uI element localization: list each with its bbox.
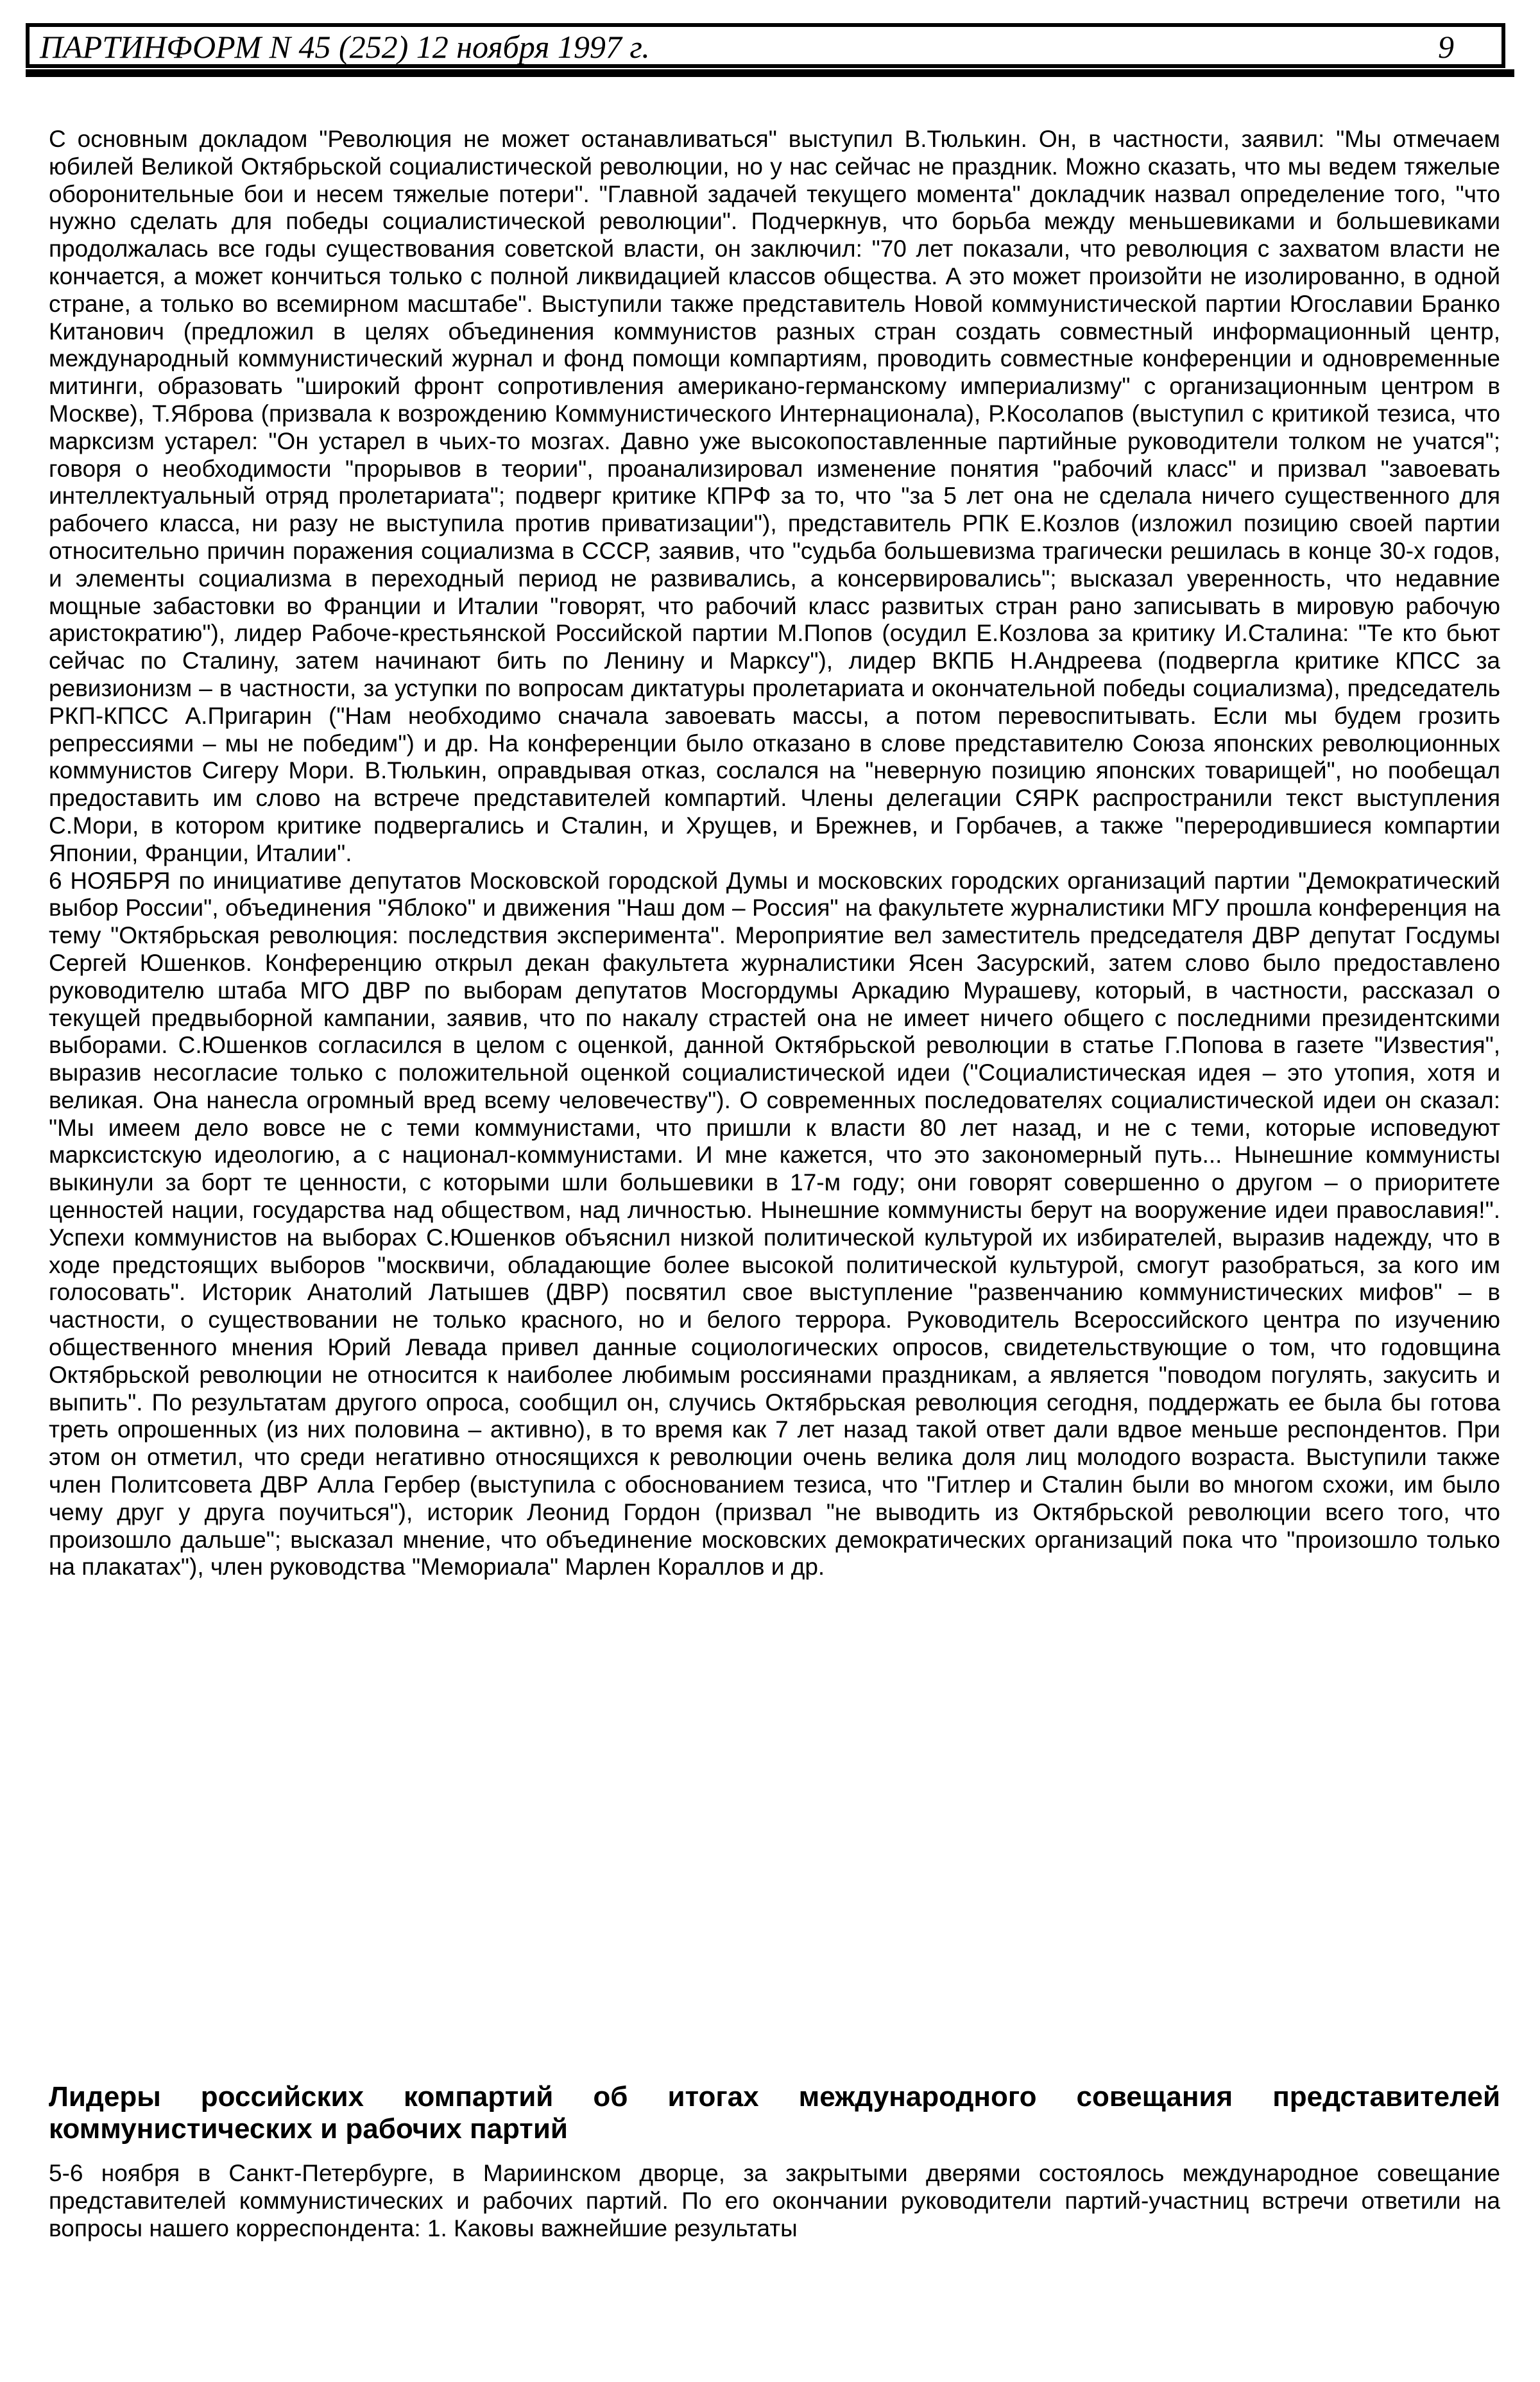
section-heading: Лидеры российских компартий об итогах международного совещания представителей коммунистических и рабочих партий (49, 2081, 1500, 2145)
article-paragraph: 6 НОЯБРЯ по инициативе депутатов Московской городской Думы и московских городских организаций партии "Демократический выбор России", объединения "Яблоко" и движения "Наш дом – Россия" на факультете журналистики МГУ прошла конференция на тему "Октябрьская революция: последствия эксперимента". Мероприятие вел заместитель председателя ДВР депутат Госдумы Сергей Юшенков. Конференцию открыл декан факультета журналистики Ясен Засурский, затем слово было предоставлено руководителю штаба МГО ДВР по выборам депутатов Мосгордумы Аркадию Мурашеву, который, в частности, рассказал о текущей предвыборной кампании, заявив, что по накалу страстей она не имеет ничего общего с последними президентскими выборами. С.Юшенков согласился в целом с оценкой, данной Октябрьской революции в статье Г.Попова в газете "Известия", выразив несогласие только с положительной оценкой социалистической идеи ("Социалистическая идея – это утопия, хотя и великая. Она нанесла огромный вред всему человечеству"). О современных последователях социалистической идеи он сказал: "Мы имеем дело вовсе не с теми коммунистами, что пришли к власти 80 лет назад, и не с теми, которые исповедуют марксистскую идеологию, а с национал-коммунистами. И мне кажется, что это закономерный путь... Нынешние коммунисты выкинули за борт те ценности, с которыми шли большевики в 17-м году; они говорят совершенно о другом – о приоритете ценностей нации, государства над обществом, над личностью. Нынешние коммунисты берут на вооружение идеи православия!". Успехи коммунистов на выборах С.Юшенков объяснил низкой политической культурой их избирателей, выразив надежду, что в ходе предстоящих выборов "москвичи, обладающие более высокой политической культурой, смогут разобраться, за кого им голосовать". Историк Анатолий Латышев (ДВР) посвятил свое выступление "развенчанию коммунистических мифов" – в частности, о существовании не только красного, но и белого террора. Руководитель Всероссийского центра по изучению общественного мнения Юрий Левада привел данные социологических опросов, свидетельствующие о том, что годовщина Октябрьской революции не относится к наиболее любимым россиянами праздникам, а является "поводом погулять, закусить и выпить". По результатам другого опроса, сообщил он, случись Октябрьская революция сегодня, поддержать ее была бы готова треть опрошенных (из них половина – активно), в то время как 7 лет назад такой ответ дали вдвое меньше респондентов. При этом он отметил, что среди негативно относящихся к революции очень велика доля лиц молодого возраста. Выступили также член Политсовета ДВР Алла Гербер (выступила с обоснованием тезиса, что "Гитлер и Сталин были во многом схожи, им было чему друг у друга поучиться"), историк Леонид Гордон (призвал "не выводить из Октябрьской революции всего того, что произошло дальше"; высказал мнение, что объединение московских демократических организаций пока что "произошло только на плакатах"), член руководства "Мемориала" Марлен Кораллов и др. (49, 867, 1500, 1581)
page-number: 9 (1438, 29, 1454, 65)
page-header (26, 23, 1505, 68)
article-body (49, 126, 1500, 1581)
section-intro (49, 2160, 1500, 2242)
article-paragraph: С основным докладом "Революция не может останавливаться" выступил В.Тюлькин. Он, в частности, заявил: "Мы отмечаем юбилей Великой Октябрьской социалистической революции, но у нас сейчас не праздник. Можно сказать, что мы ведем тяжелые оборонительные бои и несем тяжелые потери". "Главной задачей текущего момента" докладчик назвал определение того, "что нужно сделать для победы социалистической революции". Подчеркнув, что борьба между меньшевиками и большевиками продолжалась все годы существования советской власти, он заключил: "70 лет показали, что революция с захватом власти не кончается, а может кончиться только с полной ликвидацией классов общества. А это может произойти не изолированно, в одной стране, а только во всемирном масштабе". Выступили также представитель Новой коммунистической партии Югославии Бранко Китанович (предложил в целях объединения коммунистов разных стран создать совместный информационный центр, международный коммунистический журнал и фонд помощи компартиям, проводить совместные конференции и одновременные митинги, образовать "широкий фронт сопротивления американо-германскому империализму" с организационным центром в Москве), Т.Яброва (призвала к возрождению Коммунистического Интернационала), Р.Косолапов (выступил с критикой тезиса, что марксизм устарел: "Он устарел в чьих-то мозгах. Давно уже высокопоставленные партийные руководители толком не учатся"; говоря о необходимости "прорывов в теории", проанализировал изменение понятия "рабочий класс" и призвал "завоевать интеллектуальный отряд пролетариата"; подверг критике КПРФ за то, что "за 5 лет она не сделала ничего существенного для рабочего класса, ни разу не выступила против приватизации"), представитель РПК Е.Козлов (изложил позицию своей партии относительно причин поражения социализма в СССР, заявив, что "судьба большевизма трагически решилась в конце 30-х годов, и элементы социализма в переходный период не развивались, а консервировались"; высказал уверенность, что недавние мощные забастовки во Франции и Италии "говорят, что рабочий класс развитых стран рано записывать в мировую рабочую аристократию"), лидер Рабоче-крестьянской Российской партии М.Попов (осудил Е.Козлова за критику И.Сталина: "Те кто бьют сейчас по Сталину, затем начинают бить по Ленину и Марксу"), лидер ВКПБ Н.Андреева (подвергла критике КПСС за ревизионизм – в частности, за уступки по вопросам диктатуры пролетариата и окончательной победы социализма), председатель РКП-КПСС А.Пригарин ("Нам необходимо сначала завоевать массы, а потом перевоспитывать. Если мы будем грозить репрессиями – мы не победим") и др. На конференции было отказано в слове представителю Союза японских революционных коммунистов Сигеру Мори. В.Тюлькин, оправдывая отказ, сослался на "неверную позицию японских товарищей", но пообещал предоставить им слово на встрече представителей компартий. Члены делегации СЯРК распространили текст выступления С.Мори, в котором критике подвергались и Сталин, и Хрущев, и Брежнев, и Горбачев, а также "переродившиеся компартии Японии, Франции, Италии". (49, 126, 1500, 866)
publication-title: ПАРТИНФОРМ N 45 (252) 12 ноября 1997 г. (40, 29, 650, 65)
header-rule (26, 69, 1514, 77)
section-intro-paragraph: 5-6 ноября в Санкт-Петербурге, в Мариинском дворце, за закрытыми дверями состоялось международное совещание представителей коммунистических и рабочих партий. По его окончании руководители партий-участниц встречи ответили на вопросы нашего корреспондента: 1. Каковы важнейшие результаты (49, 2160, 1500, 2241)
